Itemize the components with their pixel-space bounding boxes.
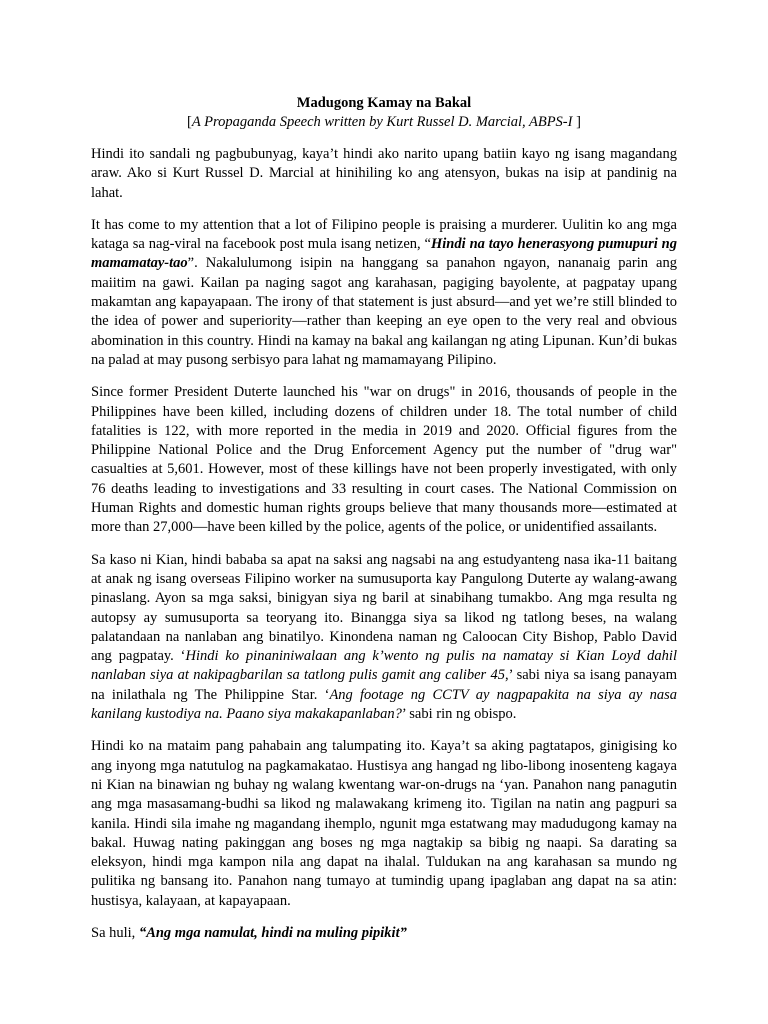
bishop-quote-1: Hindi ko pinaniniwalaan ang k’wento ng pulis na namatay si Kian Loyd dahil nanlaban siya at nakipagbarilan sa tatlong pulis gamit ang caliber 45: [91, 648, 677, 684]
subtitle-close-bracket: ]: [572, 114, 581, 130]
paragraph-kian-text-a: Sa kaso ni Kian, hindi bababa sa apat na saksi ang nagsabi na ang estudyanteng nasa ika-11 baitang at anak ng isang overseas Filipino worker na sumusuporta kay Pangulong Duterte ay walang-awang pinaslang. Ayon sa mga saksi, binigyan siya ng baril at sinabihang tumakbo. Ang mga resulta ng autopsy ay sumusuporta sa teoryang ito. Binangga siya sa likod ng tatlong beses, na walang palatandaan na nanlaban ang binatilyo. Kinondena naman ng Caloocan City Bishop, Pablo David ang pagpatay. ‘: [91, 551, 677, 665]
subtitle-text: A Propaganda Speech written by Kurt Russel D. Marcial, ABPS-I: [191, 114, 573, 130]
document-title: Madugong Kamay na Bakal: [296, 95, 472, 111]
netizen-quote: Hindi na tayo henerasyong pumupuri ng mamamatay-tao: [91, 236, 677, 272]
paragraph-kian-text-b: ,’ sabi niya sa isang panayam na inilathala ng The Philippine Star. ‘: [91, 667, 677, 703]
closing-quote: “Ang mga namulat, hindi na muling pipikit”: [138, 924, 407, 941]
paragraph-closing: [91, 924, 677, 943]
paragraph-war-on-drugs: Since former President Duterte launched his "war on drugs" in 2016, thousands of people in the Philippines have been killed, including dozens of children under 18. The total number of child fatalities is 122, with more reported in the media in 2019 and 2020. Official figures from the Philippine National Police and the Drug Enforcement Agency put the number of "drug war" casualties at 5,601. However, most of these killings have not been properly investigated, with only 76 deaths leading to investigations and 33 resulting in court cases. The National Commission on Human Rights and domestic human rights groups believe that many thousands more—estimated at more than 27,000—have been killed by the police, agents of the police, or unidentified assailants.: [91, 384, 677, 536]
document-subtitle: [91, 113, 677, 132]
paragraph-conclusion: Hindi ko na mataim pang pahabain ang talumpating ito. Kaya’t sa aking pagtatapos, ginigising ko ang inyong mga natutulog na pagkamakatao. Hustisya ang hangad ng libo-libong inosenteng kagaya ni Kian na binawian ng buhay ng walang kwentang war-on-drugs na ‘yan. Panahon nang panagutin ang mga masasamang-budhi sa likod ng malawakang krimeng ito. Tigilan na natin ang pagpuri sa kanila. Hindi sila imahe ng magandang ihemplo, ngunit mga estatwang may madudugong kamay na bakal. Huwag nating pakinggan ang boses ng mga nagtakip sa bibig ng naapi. Sa darating sa eleksyon, hindi mga kampon nila ang dapat na ihalal. Tuldukan na ang karahasan sa mundo ng pulitika ng bansang ito. Panahon nang tumayo at tumindig upang ipaglaban ang dapat na sa atin: hustisya, kalayaan, at kapayapaan.: [91, 738, 677, 909]
paragraph-intro: Hindi ito sandali ng pagbubunyag, kaya’t hindi ako narito upang batiin kayo ng isang magandang araw. Ako si Kurt Russel D. Marcial at hinihiling ko ang atensyon, bukas na isip at pandinig na lahat.: [91, 146, 677, 201]
subtitle-open-bracket: [: [187, 114, 192, 130]
closing-lead: Sa huli,: [91, 924, 139, 941]
paragraph-murderer-text-a: It has come to my attention that a lot of Filipino people is praising a murderer. Uulitin ko ang mga kataga sa nag-viral na facebook post mula isang netizen, “: [91, 216, 677, 253]
bishop-quote-2: Ang footage ng CCTV ay nagpapakita na siya ay nasa kanilang kustodiya na. Paano siya makakapanlaban?: [91, 686, 677, 723]
paragraph-murderer: [91, 216, 677, 370]
paragraph-murderer-text-b: ”. Nakalulumong isipin na hanggang sa panahon ngayon, nananaig parin ang maiitim na gawi. Kailan pa naging sagot ang karahasan, pagiging bayolente, at pagpatay upang makamtan ang kapayapaan. The irony of that statement is just absurd—and yet we’re still blinded to the idea of power and superiority—rather than keeping an eye open to the very real and obvious abomination in this country. Hindi na kamay na bakal ang kailangan ng ating Lipunan. Kun’di bukas na palad at may pusong serbisyo para lahat ng mamamayang Pilipino.: [91, 255, 677, 368]
paragraph-kian-text-c: ’ sabi rin ng obispo.: [401, 706, 517, 723]
paragraph-kian-case: [91, 551, 677, 725]
